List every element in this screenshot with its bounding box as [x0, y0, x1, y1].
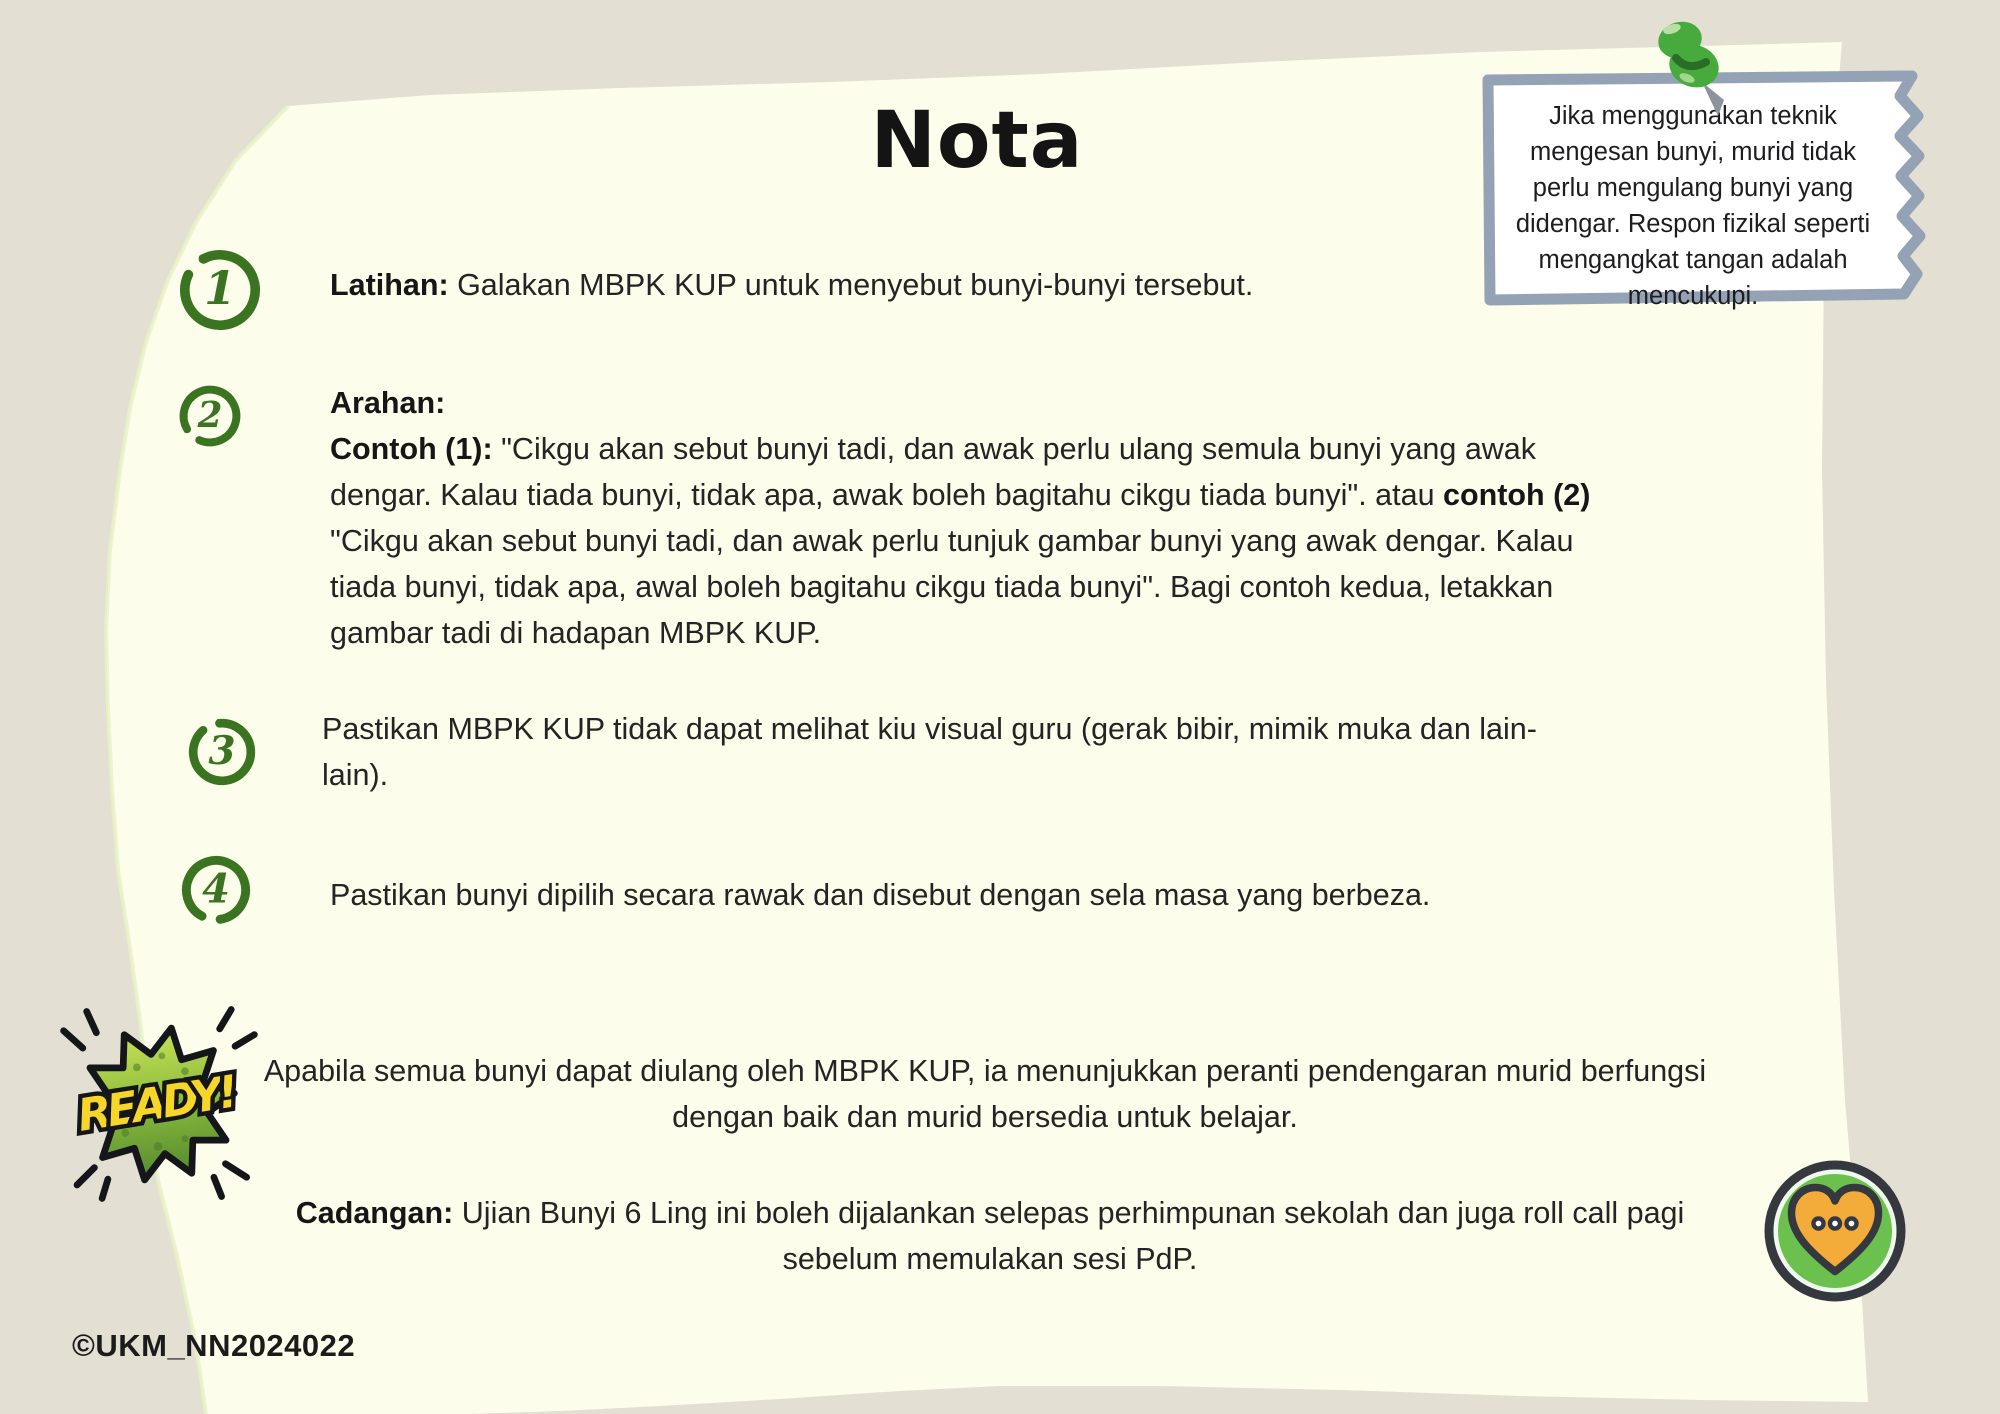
- heart-chat-badge-icon: [1760, 1156, 1910, 1306]
- item-2-label: Arahan:: [330, 386, 446, 420]
- summary-paragraph: Apabila semua bunyi dapat diulang oleh MBPK KUP, ia menunjukkan peranti pendengaran murid berfungsi dengan baik dan murid bersedia untuk belajar.: [263, 1054, 1707, 1134]
- circled-number-icon: [179, 853, 253, 927]
- svg-text:3: 3: [208, 728, 236, 775]
- suggestion-text: Ujian Bunyi 6 Ling ini boleh dijalankan selepas perhimpunan sekolah dan juga roll call pagi sebelum memulakan sesi PdP.: [453, 1196, 1685, 1276]
- page-title: Nota: [870, 96, 1084, 186]
- item-2-contoh1-label: Contoh (1):: [330, 432, 493, 466]
- item-1-text: [330, 262, 1510, 308]
- item-4-number-badge: [179, 853, 253, 927]
- item-1-label: Latihan:: [330, 268, 449, 302]
- item-3-text: Pastikan MBPK KUP tidak dapat melihat kiu visual guru (gerak bibir, mimik muka dan lain-lain).: [322, 712, 1537, 792]
- svg-text:1: 1: [204, 261, 236, 316]
- ready-burst-label: READY!: [74, 1066, 242, 1142]
- circled-number-icon: [177, 383, 243, 449]
- heart-dots: [1811, 1216, 1858, 1230]
- item-2-text: [330, 380, 1610, 656]
- circled-number-icon: [176, 246, 264, 334]
- item-2-number-badge: [177, 383, 243, 449]
- item-1-number-badge: [176, 246, 264, 334]
- item-2-contoh2-label: contoh (2): [1443, 478, 1591, 512]
- item-2-contoh1-text: "Cikgu akan sebut bunyi tadi, dan awak perlu ulang semula bunyi yang awak dengar. Kalau tiada bunyi, tidak apa, awak boleh bagitahu cikgu tiada bunyi". atau: [330, 432, 1537, 512]
- item-1-body: Galakan MBPK KUP untuk menyebut bunyi-bunyi tersebut.: [448, 268, 1254, 302]
- item-2-contoh2-text: "Cikgu akan sebut bunyi tadi, dan awak perlu tunjuk gambar bunyi yang awak dengar. Kalau tiada bunyi, tidak apa, awal boleh bagitahu cikgu tiada bunyi". Bagi contoh kedua, letakkan gambar tadi di hadapan MBPK KUP.: [330, 524, 1574, 650]
- item-4-text: Pastikan bunyi dipilih secara rawak dan disebut dengan sela masa yang berbeza.: [330, 878, 1431, 912]
- pinned-note-text: Jika menggunakan teknik mengesan bunyi, murid tidak perlu mengulang bunyi yang didengar. Respon fizikal seperti mengangkat tangan adalah mencukupi.: [1515, 102, 1871, 310]
- circled-number-icon: [186, 716, 258, 788]
- suggestion-paragraph: [260, 1190, 1720, 1282]
- watermark: ©UKM_NN2024022: [72, 1328, 356, 1363]
- pinned-note: [1462, 64, 1954, 314]
- svg-text:4: 4: [202, 865, 230, 913]
- pushpin-icon: [1630, 12, 1740, 134]
- suggestion-label: Cadangan:: [295, 1196, 454, 1230]
- svg-text:2: 2: [197, 395, 223, 437]
- item-3-number-badge: [186, 716, 258, 788]
